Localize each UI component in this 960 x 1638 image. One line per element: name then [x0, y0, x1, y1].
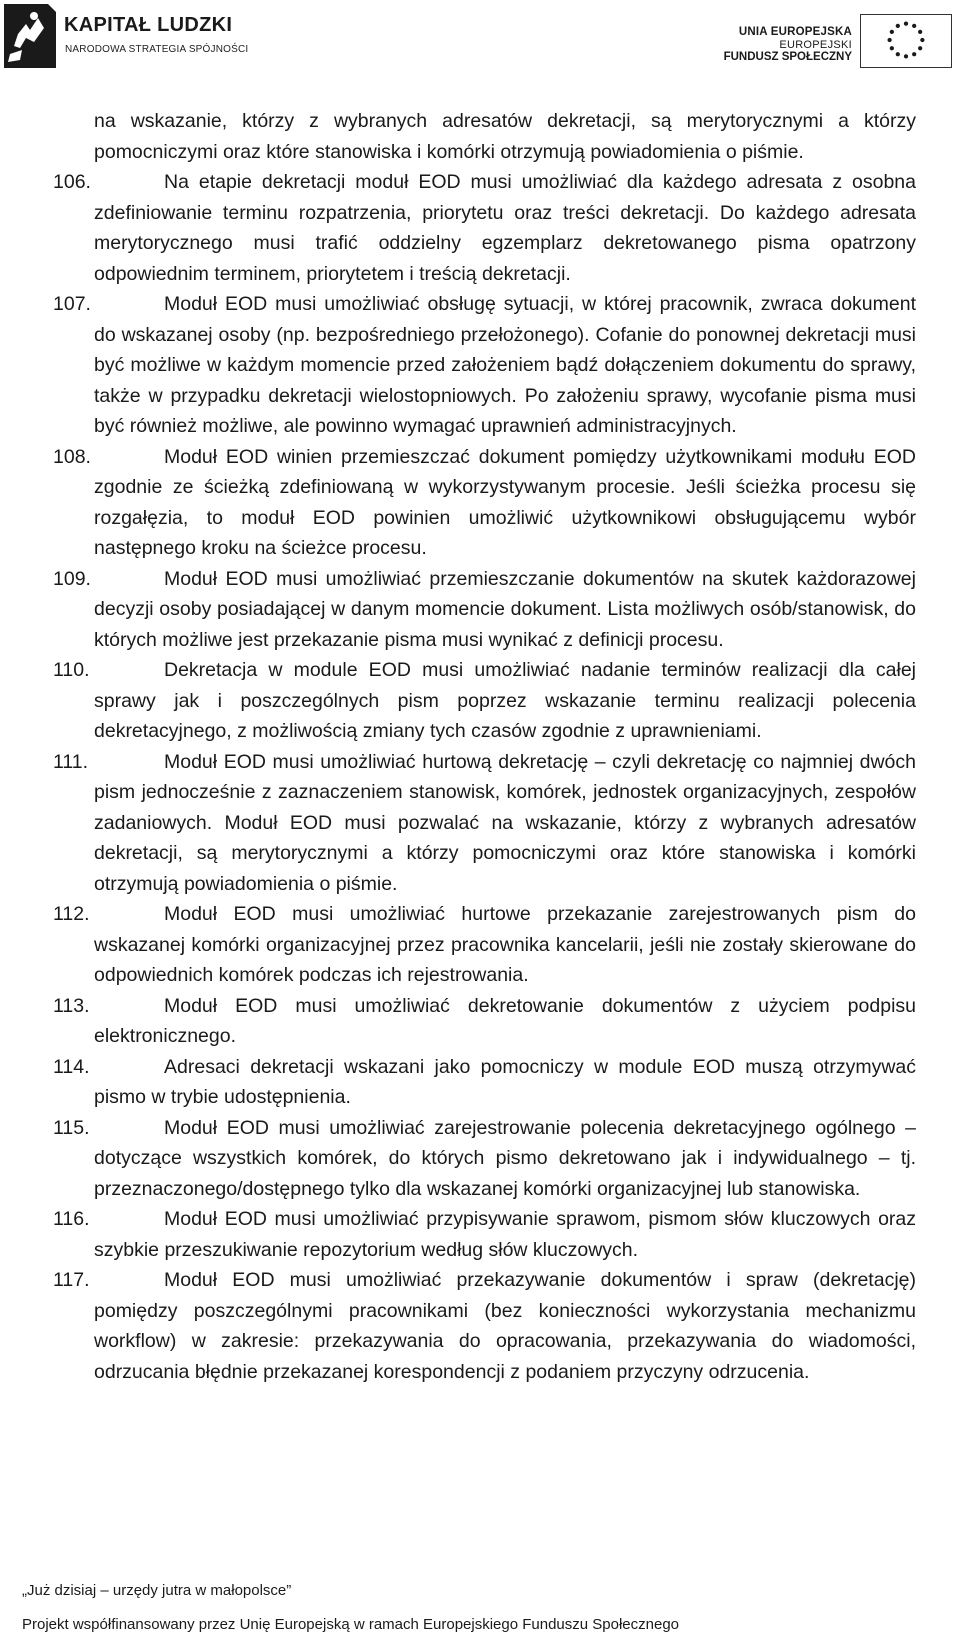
footer-slogan: „Już dzisiaj – urzędy jutra w małopolsce” — [22, 1582, 292, 1599]
requirement-text: Moduł EOD musi umożliwiać hurtowe przekazanie zarejestrowanych pism do wskazanej komórki organizacyjnej przez pracownika kancelarii, jeśli nie zostały skierowane do odpowiednich komórek podczas ich rejestrowania. — [94, 903, 916, 986]
requirement-114 — [53, 1052, 916, 1113]
requirement-text: Adresaci dekretacji wskazani jako pomocniczy w module EOD muszą otrzymywać pismo w trybie udostępnienia. — [94, 1055, 916, 1108]
requirement-number: 111. — [53, 750, 89, 773]
requirement-107 — [53, 289, 916, 442]
footer-project-note: Projekt współfinansowany przez Unię Europejską w ramach Europejskiego Funduszu Społecznego — [22, 1616, 680, 1633]
requirement-117 — [53, 1265, 916, 1387]
requirement-number: 117. — [53, 1269, 90, 1291]
requirement-text: Moduł EOD musi umożliwiać przemieszczanie dokumentów na skutek każdorazowej decyzji osoby posiadającej w danym momencie dokument. Lista możliwych osób/stanowisk, do których możliwe jest przekazanie pisma musi wynikać z definicji procesu. — [94, 567, 916, 651]
continuation-paragraph: na wskazanie, którzy z wybranych adresatów dekretacji, są merytorycznymi a którzy pomocniczymi oraz które stanowiska i komórki otrzymują powiadomienia o piśmie. — [94, 110, 916, 163]
document-body — [53, 106, 916, 1387]
requirement-106 — [53, 167, 916, 289]
requirement-111 — [53, 747, 916, 900]
requirement-text: Moduł EOD musi umożliwiać zarejestrowanie polecenia dekretacyjnego ogólnego – dotyczące wszystkich komórek, do których pismo dekretowano jak i indywidualnego – tj. przeznaczonego/dostępnego tylko dla wskazanej komórki organizacyjnej lub stanowiska. — [94, 1116, 916, 1200]
requirement-109 — [53, 564, 916, 656]
eu-efs-logo — [716, 14, 952, 68]
requirement-text: Moduł EOD winien przemieszczać dokument pomiędzy użytkownikami modułu EOD zgodnie ze ścieżką zdefiniowaną w wykorzystywanym procesie. Jeśli ścieżka procesu się rozgałęzia, to moduł EOD powinien umożliwić użytkownikowi obsługującemu wybór następnego kroku na ścieżce procesu. — [94, 445, 916, 559]
eu-logo-line2: EUROPEJSKI — [779, 38, 852, 51]
requirement-number: 109. — [53, 567, 91, 590]
page-header — [0, 0, 960, 75]
requirement-number: 106. — [53, 171, 91, 193]
requirement-number: 107. — [53, 293, 91, 315]
kapital-ludzki-logo — [4, 4, 249, 68]
requirement-text: Na etapie dekretacji moduł EOD musi umożliwiać dla każdego adresata z osobna zdefiniowanie terminu rozpatrzenia, priorytetu oraz treści dekretacji. Do każdego adresata merytorycznego musi trafić oddzielny egzemplarz dekretowanego pisma opatrzony odpowiednim terminem, priorytetem i treścią dekretacji. — [94, 171, 916, 285]
requirement-text: Moduł EOD musi umożliwiać przypisywanie sprawom, pismom słów kluczowych oraz szybkie przeszukiwanie repozytorium według słów kluczowych. — [94, 1208, 916, 1261]
requirement-text: Moduł EOD musi umożliwiać obsługę sytuacji, w której pracownik, zwraca dokument do wskazanej osoby (np. bezpośredniego przełożonego). Cofanie do ponownej dekretacji musi być możliwe w każdym momencie przed założeniem bądź dołączeniem dokumentu do sprawy, także w przypadku dekretacji wielostopniowych. Po założeniu sprawy, wycofanie pisma musi być również możliwe, ale powinno wymagać uprawnień administracyjnych. — [94, 293, 916, 437]
kapital-ludzki-mark-icon — [4, 4, 56, 68]
requirement-number: 115. — [53, 1116, 90, 1139]
requirement-116 — [53, 1204, 916, 1265]
requirement-number: 110. — [53, 659, 90, 681]
eu-logo-text — [724, 26, 852, 64]
eu-logo-line3: FUNDUSZ SPOŁECZNY — [723, 51, 852, 63]
kapital-ludzki-subtitle: NARODOWA STRATEGIA SPÓJNOŚCI — [65, 44, 249, 55]
requirement-110 — [53, 655, 916, 747]
requirement-number: 108. — [53, 445, 91, 468]
requirement-112 — [53, 899, 916, 991]
requirement-number: 112. — [53, 903, 90, 925]
requirement-number: 116. — [53, 1208, 90, 1230]
requirement-text: Moduł EOD musi umożliwiać dekretowanie dokumentów z użyciem podpisu elektronicznego. — [94, 994, 916, 1047]
requirement-text: Moduł EOD musi umożliwiać hurtową dekretację – czyli dekretację co najmniej dwóch pism jednocześnie z zaznaczeniem stanowisk, komórek, jednostek organizacyjnych, zespołów zadaniowych. Moduł EOD musi pozwalać na wskazanie, którzy z wybranych adresatów dekretacji, są merytorycznymi a którzy pomocniczymi oraz które stanowiska i komórki otrzymują powiadomienia o piśmie. — [94, 750, 916, 895]
kapital-ludzki-title: KAPITAŁ LUDZKI — [64, 14, 233, 36]
eu-logo-line1: UNIA EUROPEJSKA — [738, 26, 852, 38]
requirement-number: 114. — [53, 1055, 90, 1078]
eu-flag-icon — [860, 14, 952, 68]
requirement-text: Dekretacja w module EOD musi umożliwiać nadanie terminów realizacji dla całej sprawy jak i poszczególnych pism poprzez wskazanie terminu realizacji polecenia dekretacyjnego, z możliwością zmiany tych czasów zgodnie z uprawnieniami. — [94, 659, 916, 742]
requirement-113 — [53, 991, 916, 1052]
requirement-108 — [53, 442, 916, 564]
requirement-number: 113. — [53, 994, 90, 1017]
requirement-text: Moduł EOD musi umożliwiać przekazywanie dokumentów i spraw (dekretację) pomiędzy poszczególnymi pracownikami (bez konieczności wykorzystania mechanizmu workflow) w zakresie: przekazywania do opracowania, przekazywania do wiadomości, odrzucania błędnie przekazanej korespondencji z podaniem przyczyny odrzucenia. — [94, 1269, 916, 1383]
page-footer — [22, 1580, 922, 1636]
requirement-115 — [53, 1113, 916, 1205]
